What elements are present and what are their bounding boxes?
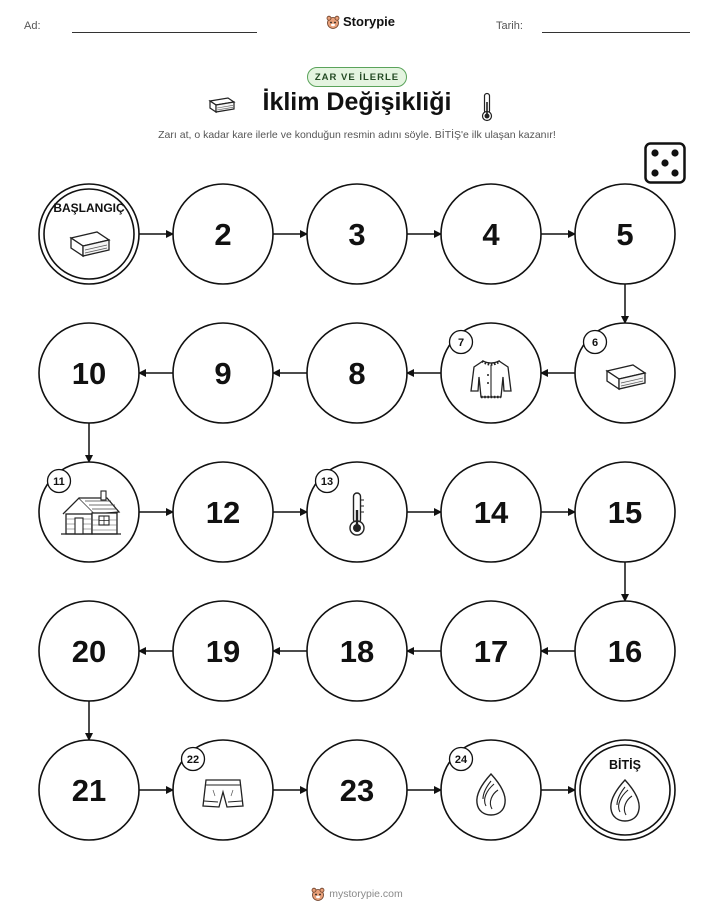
board-cell-4[interactable] — [441, 184, 541, 284]
board-cell-8[interactable] — [307, 323, 407, 423]
cell-number: 6 — [591, 337, 599, 349]
board-cell-9[interactable] — [173, 323, 273, 423]
cell-number: 9 — [214, 356, 232, 391]
storypie-mascot-icon — [311, 887, 325, 901]
cell-number: 22 — [186, 754, 200, 766]
board-cell-17[interactable] — [441, 601, 541, 701]
board-cell-24[interactable] — [441, 740, 541, 840]
cell-number: 19 — [205, 634, 241, 669]
name-label: Ad: — [24, 20, 41, 32]
board-cell-5[interactable] — [575, 184, 675, 284]
board-cell-3[interactable] — [307, 184, 407, 284]
board-cell-21[interactable] — [39, 740, 139, 840]
cell-number: 18 — [339, 634, 375, 669]
cell-number: 5 — [616, 217, 634, 252]
board-cell-15[interactable] — [575, 462, 675, 562]
cell-number: 14 — [473, 495, 509, 530]
cell-number: 15 — [607, 495, 643, 530]
start-label: BAŞLANGIÇ — [53, 201, 125, 215]
brand-name: Storypie — [343, 14, 396, 29]
board-cell-13[interactable] — [307, 462, 407, 562]
board-cell-20[interactable] — [39, 601, 139, 701]
cell-number: 8 — [348, 356, 366, 391]
cell-number: 3 — [348, 217, 366, 252]
page-title: İklim Değişikliği — [262, 88, 452, 116]
cell-number: 4 — [482, 217, 500, 252]
cell-number: 17 — [473, 634, 509, 669]
cell-number: 16 — [607, 634, 643, 669]
cell-number: 20 — [71, 634, 107, 669]
board-cell-19[interactable] — [173, 601, 273, 701]
instructions: Zarı at, o kadar kare ilerle ve konduğun resmin adını söyle. BİTİŞ'e ilk ulaşan kazanır! — [158, 129, 556, 141]
board-cell-1[interactable] — [39, 184, 139, 284]
footer-url: mystorypie.com — [329, 888, 403, 900]
footer — [0, 887, 714, 901]
cell-number: 7 — [457, 337, 465, 349]
board-cell-25[interactable] — [575, 740, 675, 840]
cell-number: 23 — [339, 773, 375, 808]
board-cell-18[interactable] — [307, 601, 407, 701]
finish-label: BİTİŞ — [609, 758, 641, 772]
board-cell-7[interactable] — [441, 323, 541, 423]
cell-number: 21 — [71, 773, 107, 808]
cell-number: 2 — [214, 217, 232, 252]
board-cell-22[interactable] — [173, 740, 273, 840]
board-cell-2[interactable] — [173, 184, 273, 284]
board-cell-14[interactable] — [441, 462, 541, 562]
board-cell-6[interactable] — [575, 323, 675, 423]
board-cell-10[interactable] — [39, 323, 139, 423]
cell-number: 10 — [71, 356, 107, 391]
cell-number: 13 — [320, 476, 334, 488]
activity-badge: ZAR VE İLERLE — [307, 67, 407, 87]
date-label: Tarih: — [496, 20, 523, 32]
board-cell-23[interactable] — [307, 740, 407, 840]
cell-number: 11 — [53, 476, 65, 488]
coat-icon — [471, 361, 511, 397]
cell-number: 24 — [454, 754, 468, 766]
board-cell-12[interactable] — [173, 462, 273, 562]
board-cell-16[interactable] — [575, 601, 675, 701]
board-cell-11[interactable] — [39, 462, 139, 562]
cell-number: 12 — [205, 495, 241, 530]
